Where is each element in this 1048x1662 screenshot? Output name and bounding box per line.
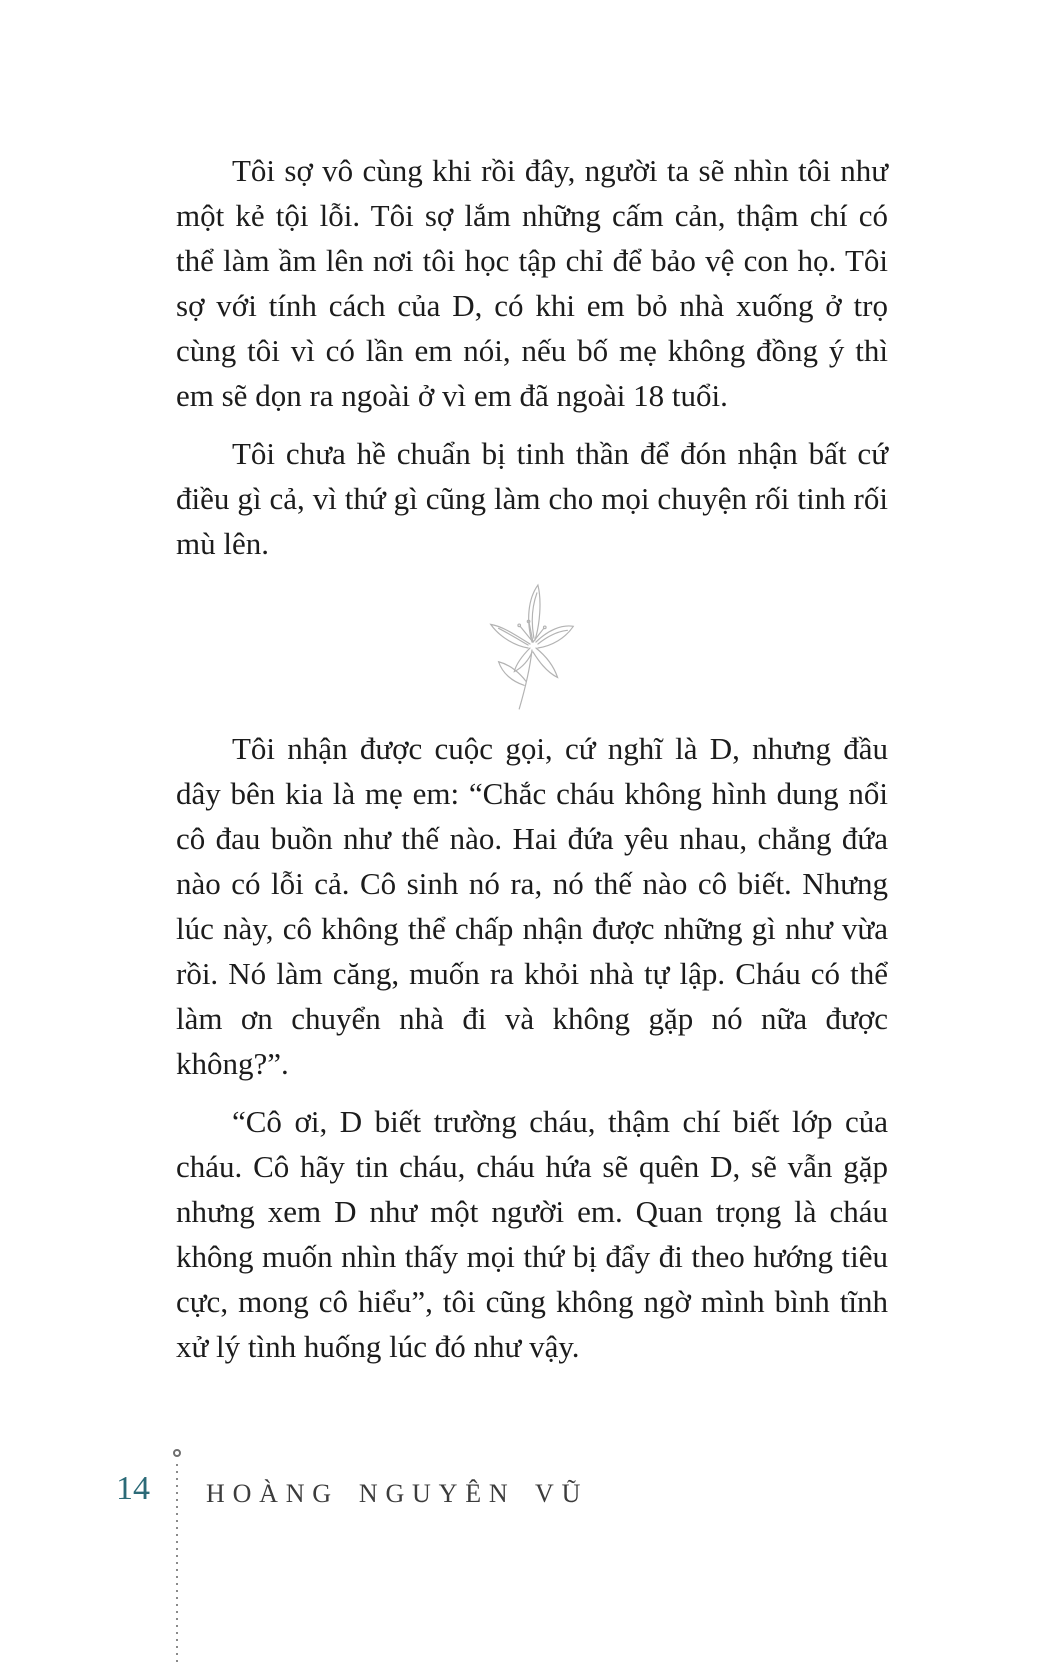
body-paragraph: “Cô ơi, D biết trường cháu, thậm chí biết lớp của cháu. Cô hãy tin cháu, cháu hứa sẽ quên D, sẽ vẫn gặp nhưng xem D như một người em. Quan trọng là cháu không muốn nhìn thấy mọi thứ bị đẩy đi theo hướng tiêu cực, mong cô hiểu”, tôi cũng không ngờ mình bình tĩnh xử lý tình huống lúc đó như vậy. (176, 1104, 888, 1364)
section-divider (176, 572, 888, 722)
footer-dotted-divider (176, 1464, 178, 1662)
author-running-footer: HOÀNG NGUYÊN VŨ (206, 1479, 589, 1508)
body-paragraph: Tôi nhận được cuộc gọi, cứ nghĩ là D, nhưng đầu dây bên kia là mẹ em: “Chắc cháu không hình dung nổi cô đau buồn như thế nào. Hai đứa yêu nhau, chẳng đứa nào có lỗi cả. Cô sinh nó ra, nó thế nào cô biết. Nhưng lúc này, cô không thể chấp nhận được những gì như vừa rồi. Nó làm căng, muốn ra khỏi nhà tự lập. Cháu có thể làm ơn chuyển nhà đi và không gặp nó nữa được không?”. (176, 731, 888, 1081)
body-paragraph: Tôi sợ vô cùng khi rồi đây, người ta sẽ nhìn tôi như một kẻ tội lỗi. Tôi sợ lắm những cấm cản, thậm chí có thể làm ầm lên nơi tôi học tập chỉ để bảo vệ con họ. Tôi sợ với tính cách của D, có khi em bỏ nhà xuống ở trọ cùng tôi vì có lần em nói, nếu bố mẹ không đồng ý thì em sẽ dọn ra ngoài ở vì em đã ngoài 18 tuổi. (176, 153, 888, 413)
page-body (176, 148, 888, 1369)
dotted-line-top-circle-icon (173, 1449, 181, 1457)
body-paragraph: Tôi chưa hề chuẩn bị tinh thần để đón nhận bất cứ điều gì cả, vì thứ gì cũng làm cho mọi chuyện rối tinh rối mù lên. (176, 436, 888, 561)
page-number: 14 (116, 1470, 150, 1507)
lily-flower-icon (473, 581, 591, 713)
